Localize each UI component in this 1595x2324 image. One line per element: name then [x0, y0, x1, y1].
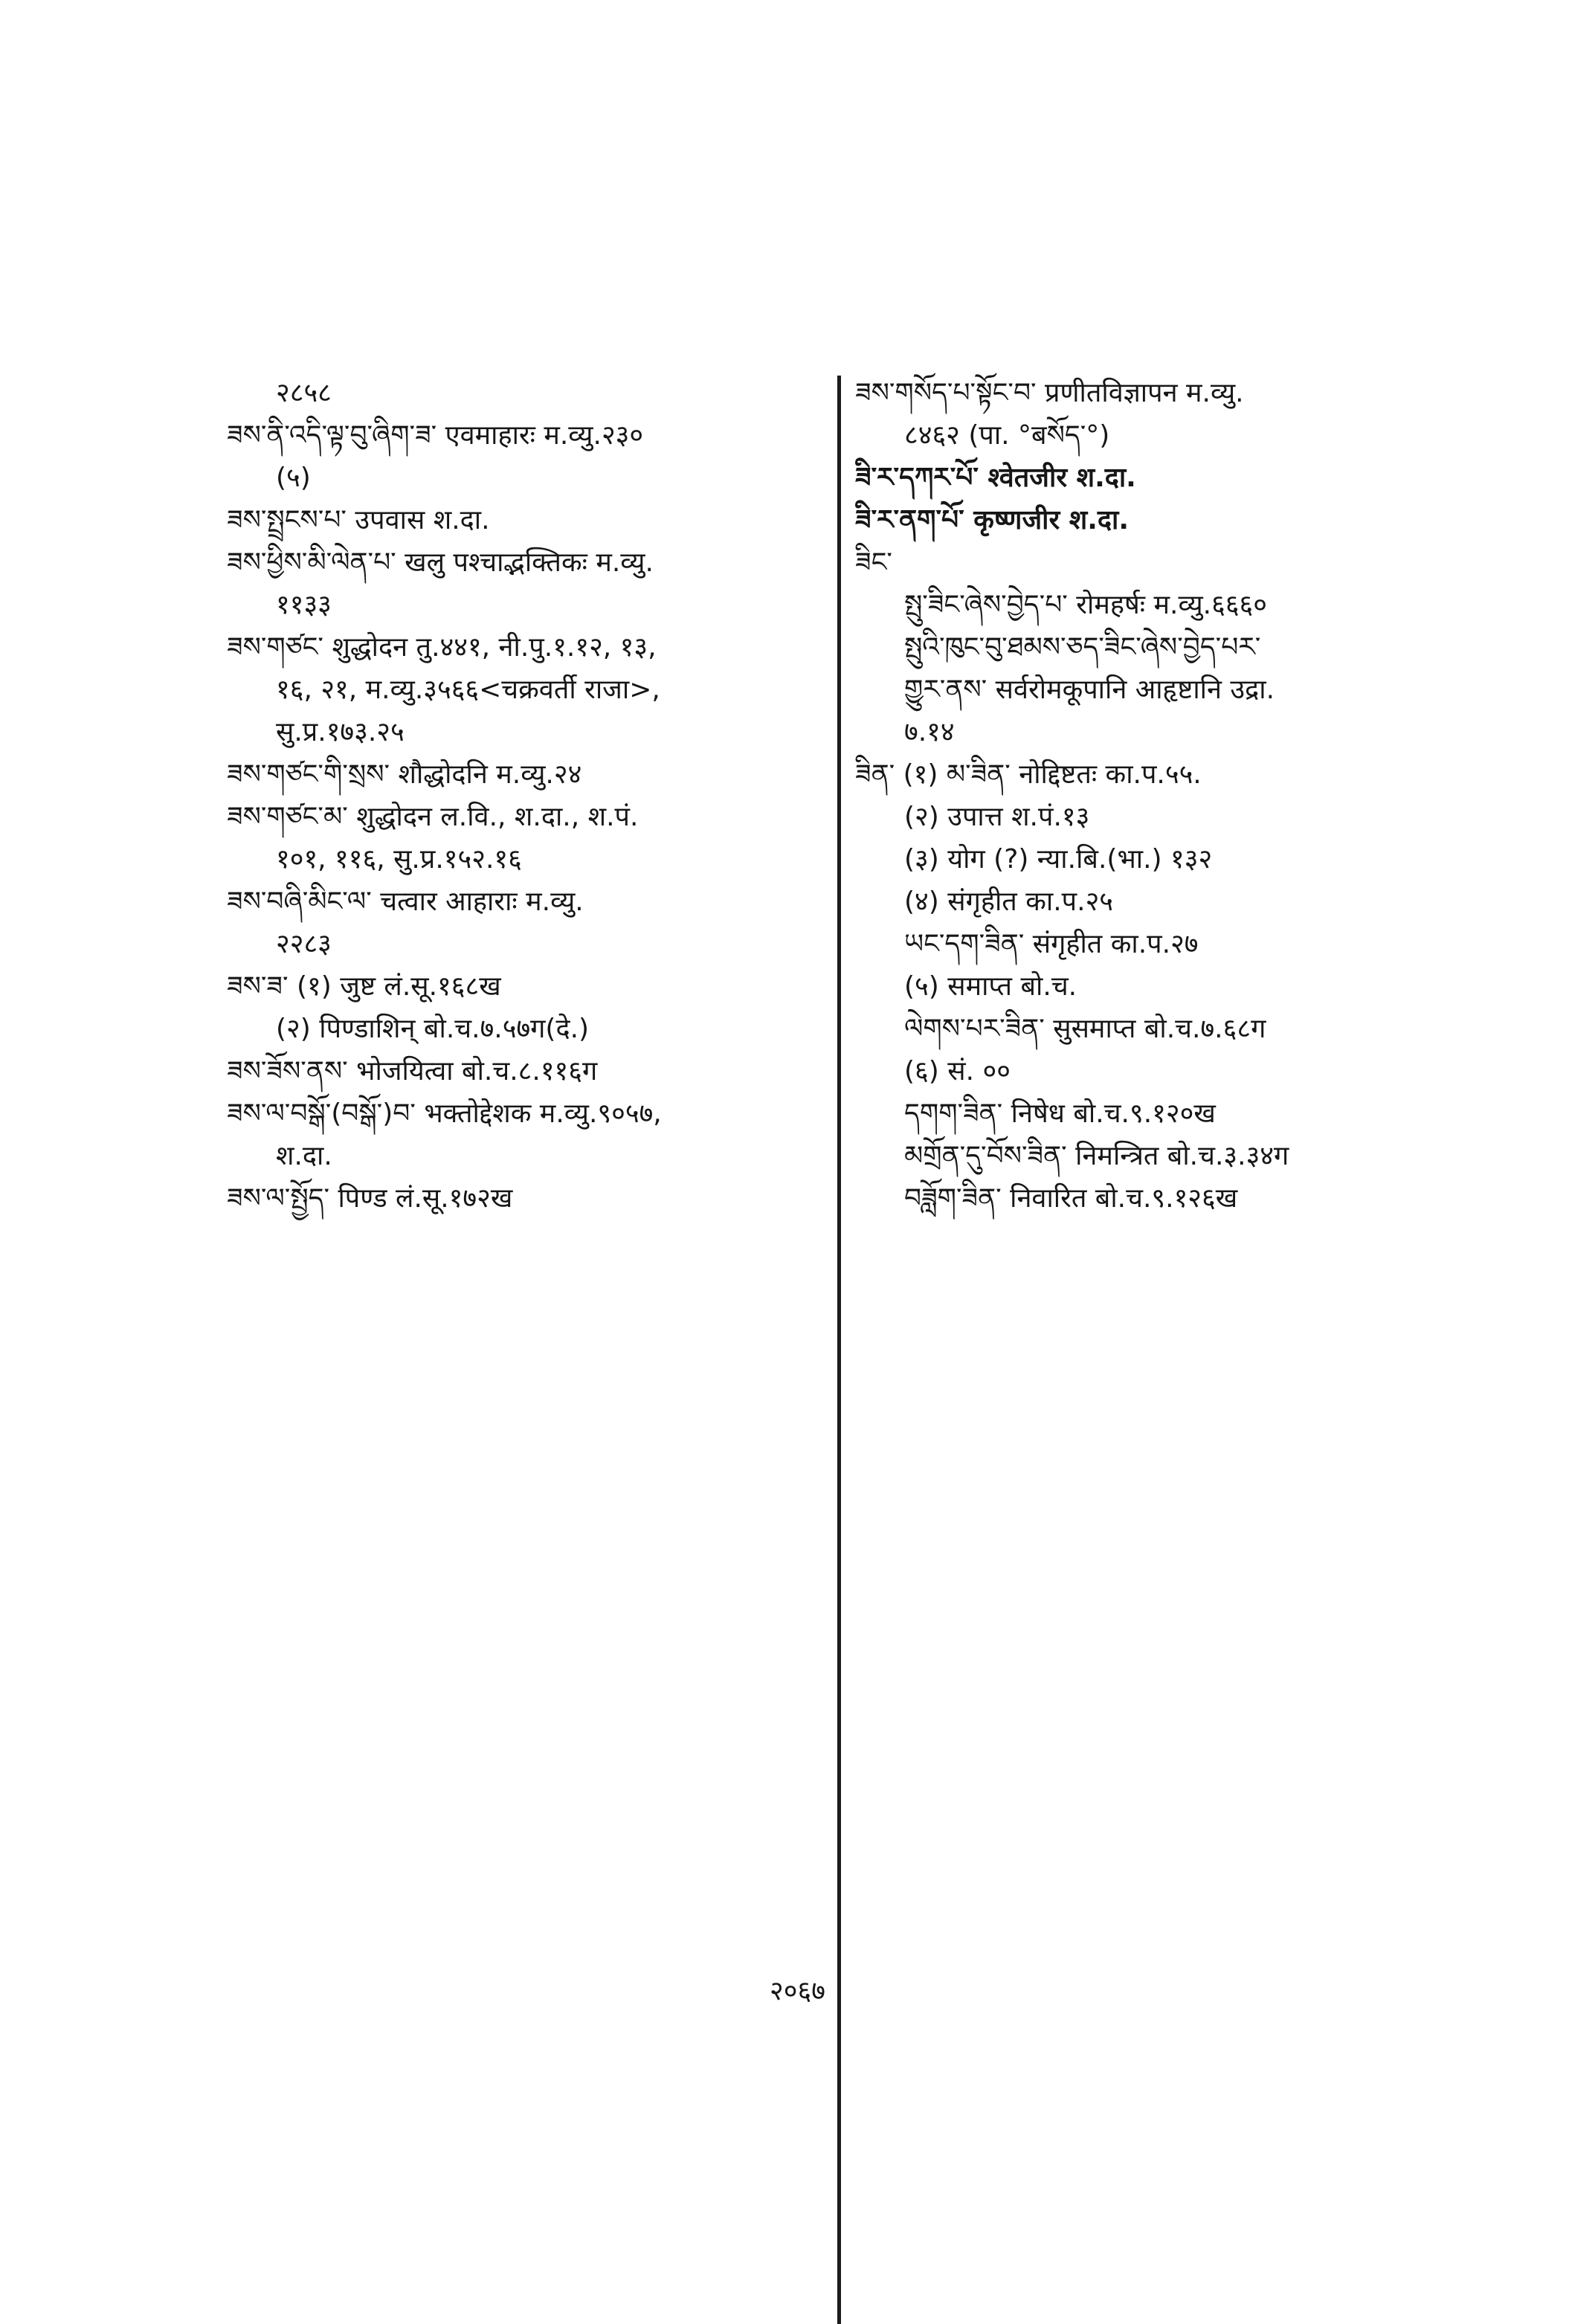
entry-line — [227, 414, 822, 457]
entry-text: १६, २१, म.व्यु.३५६६<चक्रवर्ती राजा>, — [276, 675, 660, 705]
entry-text: ཟིང་ — [855, 547, 892, 578]
entry-text: (४) संगृहीत का.प.२५ — [904, 886, 1114, 917]
entry-line — [227, 753, 822, 796]
entry-text: २२८३ — [276, 929, 332, 959]
entry-text: ཟས་ཟ་ (१) जुष्ट लं.सू.१६८ख — [227, 971, 501, 1002]
entry-text: སྤུའི་ཁུང་བུ་ཐམས་ཅད་ཟིང་ཞེས་བྱེད་པར་ — [904, 632, 1261, 663]
entry-line — [855, 796, 1465, 838]
entry-line — [227, 541, 822, 584]
entry-line — [855, 669, 1465, 711]
entry-line — [227, 669, 822, 711]
entry-text: ཟི་ར་དཀར་པོ་ श्वेतजीर श.दा. — [855, 463, 1136, 493]
entry-line — [855, 1177, 1465, 1220]
entry-line — [227, 796, 822, 838]
entry-text: (२) पिण्डाशिन् बो.च.७.५७ग(दे.) — [276, 1014, 590, 1044]
entry-line — [227, 838, 822, 881]
entry-text: (५) समाप्त बो.च. — [904, 971, 1077, 1002]
entry-line — [227, 626, 822, 669]
entry-text: སྤུ་ཟིང་ཞེས་བྱེད་པ་ रोमहर्षः म.व्यु.६६६० — [904, 590, 1267, 620]
entry-text: ཟི་ར་ནག་པོ་ कृष्णजीर श.दा. — [855, 505, 1130, 535]
entry-text: ཟས་ལ་བསྒོ་(བསྒོ་)བ་ भक्तोद्देशक म.व्यु.९०५७, — [227, 1098, 662, 1129]
entry-line — [855, 923, 1465, 965]
entry-line — [855, 881, 1465, 923]
entry-line — [855, 711, 1465, 753]
entry-line — [855, 1050, 1465, 1092]
entry-text: ལེགས་པར་ཟིན་ सुसमाप्त बो.च.७.६८ग — [904, 1014, 1266, 1044]
entry-text: (५) — [276, 463, 311, 493]
entry-line — [227, 499, 822, 541]
entry-line — [227, 1092, 822, 1135]
entry-text: ཟས་ཕྱིས་མི་ལེན་པ་ खलु पश्चाद्भक्तिकः म.व्यु. — [227, 547, 654, 578]
right-column — [855, 372, 1465, 1220]
entry-text: ཟིན་ (१) མ་ཟིན་ नोद्दिष्टतः का.प.५५. — [855, 759, 1202, 790]
entry-text: ཟས་ནི་འདི་ལྟ་བུ་ཞིག་ཟ་ एवमाहारः म.व्यु.२३० — [227, 420, 644, 451]
page-number: २०६७ — [770, 1976, 825, 2006]
entry-line — [227, 881, 822, 923]
entry-line — [227, 1008, 822, 1050]
entry-line — [855, 1135, 1465, 1177]
entry-text: २८५८ — [276, 378, 332, 408]
entry-text: श.दा. — [276, 1141, 332, 1171]
entry-line — [855, 499, 1465, 541]
entry-text: १०१, ११६, सु.प्र.१५२.१६ — [276, 844, 522, 875]
entry-text: ཟས་གསོད་པ་སྟོང་བ་ प्रणीतविज्ञापन म.व्यु. — [855, 378, 1244, 408]
entry-line — [855, 414, 1465, 457]
entry-line — [227, 372, 822, 414]
entry-text: ७.१४ — [904, 717, 955, 747]
entry-line — [855, 1092, 1465, 1135]
entry-text: (३) योग (?) न्या.बि.(भा.) १३२ — [904, 844, 1213, 875]
entry-line — [855, 965, 1465, 1008]
entry-text: सु.प्र.१७३.२५ — [276, 717, 405, 747]
entry-line — [227, 711, 822, 753]
entry-text: མགྲོན་དུ་བོས་ཟིན་ निमन्त्रित बो.च.३.३४ग — [904, 1141, 1289, 1171]
entry-text: བཟློག་ཟིན་ निवारित बो.च.९.१२६ख — [904, 1183, 1238, 1214]
entry-text: ཟས་སྤྲངས་པ་ उपवास श.दा. — [227, 505, 490, 535]
entry-text: (६) सं. ०० — [904, 1056, 1011, 1087]
entry-line — [227, 923, 822, 965]
entry-line — [855, 626, 1465, 669]
entry-line — [855, 838, 1465, 881]
entry-line — [227, 1050, 822, 1092]
entry-line — [227, 965, 822, 1008]
entry-line — [227, 584, 822, 626]
entry-text: ཡང་དག་ཟིན་ संगृहीत का.प.२७ — [904, 929, 1199, 959]
entry-line — [227, 1177, 822, 1220]
entry-text: ཟས་གཙང་གི་སྲས་ शौद्धोदनि म.व्यु.२४ — [227, 759, 582, 790]
entry-text: (२) उपात्त श.पं.१३ — [904, 802, 1090, 832]
column-divider — [837, 376, 841, 2324]
entry-text: ११३३ — [276, 590, 332, 620]
entry-line — [855, 1008, 1465, 1050]
entry-line — [855, 584, 1465, 626]
entry-line — [855, 541, 1465, 584]
entry-line — [227, 1135, 822, 1177]
entry-text: ཟས་ལ་སྤྱོད་ पिण्ड लं.सू.१७२ख — [227, 1183, 513, 1214]
entry-line — [855, 457, 1465, 499]
entry-text: ཟས་ཟོས་ནས་ भोजयित्वा बो.च.८.११६ग — [227, 1056, 598, 1087]
entry-text: གྱུར་ནས་ सर्वरोमकूपानि आहृष्टानि उद्रा. — [904, 675, 1275, 705]
entry-text: ८४६२ (पा. °बསོད་°) — [904, 420, 1110, 451]
entry-text: དགག་ཟིན་ निषेध बो.च.९.१२०ख — [904, 1098, 1216, 1129]
entry-text: ཟས་བཞི་མིང་ལ་ चत्वार आहाराः म.व्यु. — [227, 886, 584, 917]
entry-line — [227, 457, 822, 499]
entry-text: ཟས་གཙང་མ་ शुद्धोदन ल.वि., श.दा., श.पं. — [227, 802, 639, 832]
entry-text: ཟས་གཙང་ शुद्धोदन तु.४४१, नी.पु.१.१२, १३, — [227, 632, 657, 663]
entry-line — [855, 372, 1465, 414]
entry-line — [855, 753, 1465, 796]
left-column — [227, 372, 822, 1220]
